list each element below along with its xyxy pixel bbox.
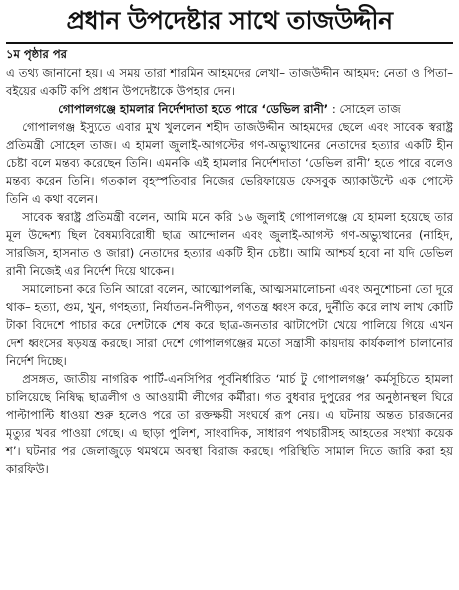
headline: প্রধান উপদেষ্টার সাথে তাজউদ্দীন <box>66 6 393 35</box>
article-paragraph: সমালোচনা করে তিনি আরো বলেন, আত্মোপলব্ধি, আত্মসমালোচনা এবং অনুশোচনা তো দূরে থাক– হত্যা, গুম, খুন, গণহত্যা, নির্যাতন-নিপীড়ন, গণতন্ত্র ধ্বংস করে, দুর্নীতি করে লাখ লাখ কোটি টাকা বিদেশে পাচার করে দেশটাকে শেষ করে ছাত্র-জনতার ঝাটাপেটা খেয়ে পালিয়ে গিয়ে এখন দেশ ধ্বংসের ষড়যন্ত্র করছে। সারা দেশে গোপালগঞ্জের মতো সন্ত্রাসী কায়দায় কার্যকলাপ চালানোর নির্দেশ দিচ্ছে। <box>6 282 453 368</box>
subheadline-byline: : সোহেল তাজ <box>328 102 401 116</box>
article-paragraph: প্রসঙ্গত, জাতীয় নাগরিক পার্টি-এনসিপির পূর্বনির্ধারিত ‘মার্চ টু গোপালগঞ্জ’ কর্মসূচিতে হামলা চালিয়েছে নিষিদ্ধ ছাত্রলীগ ও আওয়ামী লীগের কর্মীরা। গত বুধবার দুপুরের পর অনুষ্ঠানস্থল ঘিরে পাল্টাপাল্টি ধাওয়া শুরু হলেও পরে তা রক্তক্ষয়ী সংঘর্ষে রূপ নেয়। এ ঘটনায় অন্তত চারজনের মৃত্যুর খবর পাওয়া গেছে। এ ছাড়া পুলিশ, সাংবাদিক, সাধারণ পথচারীসহ আহতের সংখ্যা কয়েক শ’। ঘটনার পর জেলাজুড়ে থমথমে অবস্থা বিরাজ করছে। পরিস্থিতি সামাল দিতে জারি করা হয় কারফিউ। <box>6 372 453 476</box>
subheadline-bold: গোপালগঞ্জে হামলার নির্দেশদাতা হতে পারে ‘ডেভিল রানী’ <box>58 102 329 116</box>
subheadline <box>6 100 453 118</box>
continuation-label: ১ম পৃষ্ঠার পর <box>6 47 67 61</box>
intro-paragraph: এ তথ্য জানানো হয়। এ সময় তারা শারমিন আহমদের লেখা– তাজউদ্দীন আহমদ: নেতা ও পিতা– বইয়ের একটি কপি প্রধান উপদেষ্টাকে উপহার দেন। <box>6 66 453 98</box>
article-body <box>0 64 459 478</box>
article-paragraph: সাবেক স্বরাষ্ট্র প্রতিমন্ত্রী বলেন, আমি মনে করি ১৬ জুলাই গোপালগঞ্জে যে হামলা হয়েছে তার মূল উদ্দেশ্য ছিল বৈষম্যবিরোধী ছাত্র আন্দোলন এবং জুলাই-আগস্ট গণ-অভ্যুত্থানের (নাহিদ, সারজিস, হাসনাত ও জারা) নেতাদের হত্যার একটি হীন চেষ্টা। আমি আশ্চর্য হবো না যদি ডেভিল রানী নিজেই এর নির্দেশ দিয়ে থাকেন। <box>6 210 453 278</box>
article-paragraph: গোপালগঞ্জ ইস্যুতে এবার মুখ খুললেন শহীদ তাজউদ্দীন আহমদের ছেলে এবং সাবেক স্বরাষ্ট্র প্রতিমন্ত্রী সোহেল তাজ। এ হামলা জুলাই-আগস্টের গণ-অভ্যুত্থানের নেতাদের হত্যার একটি হীন চেষ্টা বলে মন্তব্য করেছেন তিনি। এমনকি এই হামলার নির্দেশদাতা ‘ডেভিল রানী’ হতে পারে বলেও মন্তব্য করেন তিনি। গতকাল বৃহস্পতিবার নিজের ভেরিফায়েড ফেসবুক অ্যাকাউন্টে এক পোস্টে তিনি এ কথা বলেন। <box>6 120 453 206</box>
